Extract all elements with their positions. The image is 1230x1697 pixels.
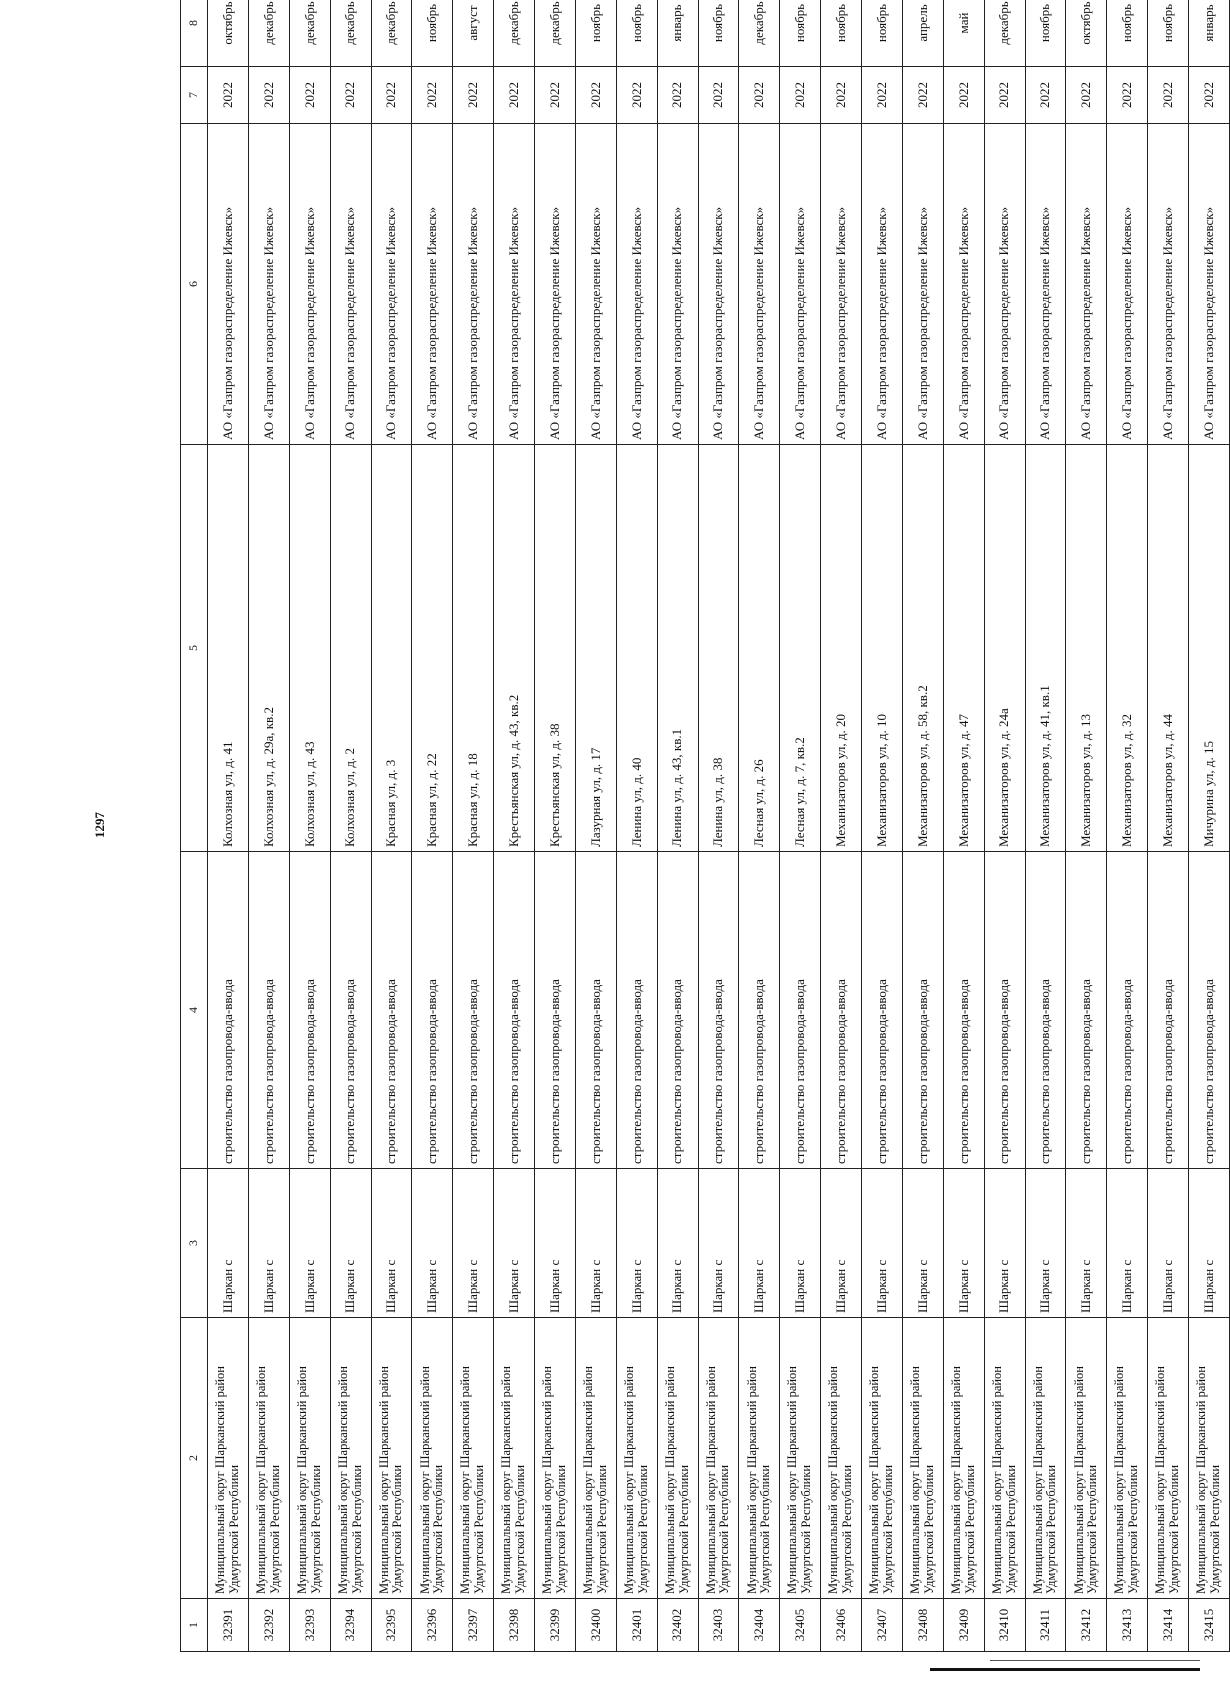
settlement-cell: Шаркан с: [616, 1169, 657, 1318]
row-number-cell: 32391: [208, 1599, 249, 1652]
row-number-cell: 32404: [739, 1599, 780, 1652]
scan-edge-line: [990, 1660, 1200, 1661]
table-row: [289, 0, 330, 1652]
page-number: 1297: [92, 812, 107, 838]
table-row: [575, 0, 616, 1652]
settlement-cell: Шаркан с: [208, 1169, 249, 1318]
organization-cell: АО «Газпром газораспределение Ижевск»: [248, 124, 289, 445]
month-cell: декабрь: [494, 0, 535, 67]
settlement-cell: Шаркан с: [1066, 1169, 1107, 1318]
settlement-cell: Шаркан с: [575, 1169, 616, 1318]
municipality-cell: Муниципальный округ Шарканский район Удмуртской Республики: [330, 1318, 371, 1599]
municipality-cell: Муниципальный округ Шарканский район Удмуртской Республики: [780, 1318, 821, 1599]
column-header: 5: [181, 445, 208, 852]
municipality-cell: Муниципальный округ Шарканский район Удмуртской Республики: [1189, 1318, 1230, 1599]
year-cell: 2022: [535, 67, 576, 124]
municipality-cell: Муниципальный округ Шарканский район Удмуртской Республики: [535, 1318, 576, 1599]
table-row: [535, 0, 576, 1652]
month-cell: ноябрь: [616, 0, 657, 67]
municipality-cell: Муниципальный округ Шарканский район Удмуртской Республики: [289, 1318, 330, 1599]
month-cell: ноябрь: [698, 0, 739, 67]
row-number-cell: 32408: [902, 1599, 943, 1652]
work-type-cell: строительство газопровода-ввода: [821, 852, 862, 1169]
organization-cell: АО «Газпром газораспределение Ижевск»: [739, 124, 780, 445]
table-row: [330, 0, 371, 1652]
work-type-cell: строительство газопровода-ввода: [862, 852, 903, 1169]
work-type-cell: строительство газопровода-ввода: [248, 852, 289, 1169]
settlement-cell: Шаркан с: [1148, 1169, 1189, 1318]
table-row: [412, 0, 453, 1652]
address-cell: Колхозная ул, д. 41: [208, 445, 249, 852]
organization-cell: АО «Газпром газораспределение Ижевск»: [535, 124, 576, 445]
address-cell: Крестьянская ул, д. 38: [535, 445, 576, 852]
table-header-row: [181, 0, 208, 1652]
municipality-cell: Муниципальный округ Шарканский район Удмуртской Республики: [1066, 1318, 1107, 1599]
municipality-cell: Муниципальный округ Шарканский район Удмуртской Республики: [494, 1318, 535, 1599]
organization-cell: АО «Газпром газораспределение Ижевск»: [575, 124, 616, 445]
address-cell: Ленина ул, д. 40: [616, 445, 657, 852]
address-cell: Механизаторов ул, д. 47: [943, 445, 984, 852]
address-cell: Механизаторов ул, д. 24а: [984, 445, 1025, 852]
table-row: [1025, 0, 1066, 1652]
municipality-cell: Муниципальный округ Шарканский район Удмуртской Республики: [575, 1318, 616, 1599]
organization-cell: АО «Газпром газораспределение Ижевск»: [1189, 124, 1230, 445]
work-type-cell: строительство газопровода-ввода: [289, 852, 330, 1169]
table-row: [616, 0, 657, 1652]
work-type-cell: строительство газопровода-ввода: [412, 852, 453, 1169]
table-row: [821, 0, 862, 1652]
year-cell: 2022: [575, 67, 616, 124]
municipality-cell: Муниципальный округ Шарканский район Удмуртской Республики: [739, 1318, 780, 1599]
organization-cell: АО «Газпром газораспределение Ижевск»: [902, 124, 943, 445]
table-row: [902, 0, 943, 1652]
row-number-cell: 32393: [289, 1599, 330, 1652]
table-row: [453, 0, 494, 1652]
month-cell: апрель: [902, 0, 943, 67]
work-type-cell: строительство газопровода-ввода: [494, 852, 535, 1169]
organization-cell: АО «Газпром газораспределение Ижевск»: [698, 124, 739, 445]
address-cell: Механизаторов ул, д. 13: [1066, 445, 1107, 852]
settlement-cell: Шаркан с: [453, 1169, 494, 1318]
row-number-cell: 32400: [575, 1599, 616, 1652]
settlement-cell: Шаркан с: [412, 1169, 453, 1318]
address-cell: Крестьянская ул, д. 43, кв.2: [494, 445, 535, 852]
table-row: [208, 0, 249, 1652]
row-number-cell: 32399: [535, 1599, 576, 1652]
municipality-cell: Муниципальный округ Шарканский район Удмуртской Республики: [943, 1318, 984, 1599]
month-cell: ноябрь: [575, 0, 616, 67]
row-number-cell: 32412: [1066, 1599, 1107, 1652]
municipality-cell: Муниципальный округ Шарканский район Удмуртской Республики: [1025, 1318, 1066, 1599]
month-cell: январь: [657, 0, 698, 67]
work-type-cell: строительство газопровода-ввода: [902, 852, 943, 1169]
row-number-cell: 32405: [780, 1599, 821, 1652]
address-cell: Колхозная ул, д. 43: [289, 445, 330, 852]
year-cell: 2022: [862, 67, 903, 124]
work-type-cell: строительство газопровода-ввода: [575, 852, 616, 1169]
settlement-cell: Шаркан с: [902, 1169, 943, 1318]
year-cell: 2022: [412, 67, 453, 124]
table-row: [1189, 0, 1230, 1652]
column-header: 1: [181, 1599, 208, 1652]
organization-cell: АО «Газпром газораспределение Ижевск»: [1066, 124, 1107, 445]
settlement-cell: Шаркан с: [657, 1169, 698, 1318]
month-cell: декабрь: [984, 0, 1025, 67]
municipality-cell: Муниципальный округ Шарканский район Удмуртской Республики: [984, 1318, 1025, 1599]
month-cell: май: [943, 0, 984, 67]
work-type-cell: строительство газопровода-ввода: [535, 852, 576, 1169]
work-type-cell: строительство газопровода-ввода: [616, 852, 657, 1169]
registry-table-container: [180, 1, 1230, 1652]
year-cell: 2022: [1066, 67, 1107, 124]
row-number-cell: 32403: [698, 1599, 739, 1652]
settlement-cell: Шаркан с: [1189, 1169, 1230, 1318]
organization-cell: АО «Газпром газораспределение Ижевск»: [208, 124, 249, 445]
year-cell: 2022: [821, 67, 862, 124]
organization-cell: АО «Газпром газораспределение Ижевск»: [371, 124, 412, 445]
municipality-cell: Муниципальный округ Шарканский район Удмуртской Республики: [412, 1318, 453, 1599]
address-cell: Колхозная ул, д. 2: [330, 445, 371, 852]
settlement-cell: Шаркан с: [248, 1169, 289, 1318]
address-cell: Лесная ул, д. 26: [739, 445, 780, 852]
table-row: [984, 0, 1025, 1652]
work-type-cell: строительство газопровода-ввода: [1189, 852, 1230, 1169]
row-number-cell: 32410: [984, 1599, 1025, 1652]
work-type-cell: строительство газопровода-ввода: [371, 852, 412, 1169]
row-number-cell: 32395: [371, 1599, 412, 1652]
row-number-cell: 32406: [821, 1599, 862, 1652]
settlement-cell: Шаркан с: [984, 1169, 1025, 1318]
settlement-cell: Шаркан с: [1107, 1169, 1148, 1318]
work-type-cell: строительство газопровода-ввода: [1148, 852, 1189, 1169]
row-number-cell: 32402: [657, 1599, 698, 1652]
organization-cell: АО «Газпром газораспределение Ижевск»: [494, 124, 535, 445]
month-cell: декабрь: [535, 0, 576, 67]
table-row: [698, 0, 739, 1652]
row-number-cell: 32392: [248, 1599, 289, 1652]
work-type-cell: строительство газопровода-ввода: [453, 852, 494, 1169]
row-number-cell: 32396: [412, 1599, 453, 1652]
organization-cell: АО «Газпром газораспределение Ижевск»: [1025, 124, 1066, 445]
table-row: [862, 0, 903, 1652]
year-cell: 2022: [289, 67, 330, 124]
settlement-cell: Шаркан с: [821, 1169, 862, 1318]
address-cell: Ленина ул, д. 38: [698, 445, 739, 852]
settlement-cell: Шаркан с: [1025, 1169, 1066, 1318]
table-body: [208, 0, 1230, 1652]
municipality-cell: Муниципальный округ Шарканский район Удмуртской Республики: [371, 1318, 412, 1599]
municipality-cell: Муниципальный округ Шарканский район Удмуртской Республики: [862, 1318, 903, 1599]
address-cell: Мичурина ул, д. 15: [1189, 445, 1230, 852]
row-number-cell: 32397: [453, 1599, 494, 1652]
organization-cell: АО «Газпром газораспределение Ижевск»: [943, 124, 984, 445]
month-cell: октябрь: [208, 0, 249, 67]
organization-cell: АО «Газпром газораспределение Ижевск»: [821, 124, 862, 445]
address-cell: Механизаторов ул, д. 32: [1107, 445, 1148, 852]
year-cell: 2022: [1189, 67, 1230, 124]
address-cell: Ленина ул, д. 43, кв.1: [657, 445, 698, 852]
settlement-cell: Шаркан с: [943, 1169, 984, 1318]
month-cell: ноябрь: [1148, 0, 1189, 67]
organization-cell: АО «Газпром газораспределение Ижевск»: [984, 124, 1025, 445]
year-cell: 2022: [616, 67, 657, 124]
work-type-cell: строительство газопровода-ввода: [943, 852, 984, 1169]
month-cell: декабрь: [739, 0, 780, 67]
municipality-cell: Муниципальный округ Шарканский район Удмуртской Республики: [698, 1318, 739, 1599]
municipality-cell: Муниципальный округ Шарканский район Удмуртской Республики: [453, 1318, 494, 1599]
address-cell: Колхозная ул, д. 29а, кв.2: [248, 445, 289, 852]
municipality-cell: Муниципальный округ Шарканский район Удмуртской Республики: [208, 1318, 249, 1599]
table-row: [657, 0, 698, 1652]
registry-table: [180, 0, 1230, 1652]
organization-cell: АО «Газпром газораспределение Ижевск»: [657, 124, 698, 445]
table-row: [739, 0, 780, 1652]
table-row: [371, 0, 412, 1652]
settlement-cell: Шаркан с: [494, 1169, 535, 1318]
organization-cell: АО «Газпром газораспределение Ижевск»: [780, 124, 821, 445]
table-row: [780, 0, 821, 1652]
month-cell: ноябрь: [1107, 0, 1148, 67]
month-cell: ноябрь: [1025, 0, 1066, 67]
year-cell: 2022: [657, 67, 698, 124]
settlement-cell: Шаркан с: [739, 1169, 780, 1318]
year-cell: 2022: [780, 67, 821, 124]
organization-cell: АО «Газпром газораспределение Ижевск»: [412, 124, 453, 445]
row-number-cell: 32414: [1148, 1599, 1189, 1652]
column-header: 8: [181, 0, 208, 67]
table-row: [1148, 0, 1189, 1652]
work-type-cell: строительство газопровода-ввода: [739, 852, 780, 1169]
address-cell: Красная ул, д. 3: [371, 445, 412, 852]
work-type-cell: строительство газопровода-ввода: [657, 852, 698, 1169]
municipality-cell: Муниципальный округ Шарканский район Удмуртской Республики: [657, 1318, 698, 1599]
work-type-cell: строительство газопровода-ввода: [330, 852, 371, 1169]
address-cell: Лесная ул, д. 7, кв.2: [780, 445, 821, 852]
row-number-cell: 32401: [616, 1599, 657, 1652]
row-number-cell: 32407: [862, 1599, 903, 1652]
table-row: [1107, 0, 1148, 1652]
month-cell: ноябрь: [412, 0, 453, 67]
month-cell: январь: [1189, 0, 1230, 67]
year-cell: 2022: [453, 67, 494, 124]
month-cell: август: [453, 0, 494, 67]
month-cell: декабрь: [289, 0, 330, 67]
address-cell: Механизаторов ул, д. 44: [1148, 445, 1189, 852]
organization-cell: АО «Газпром газораспределение Ижевск»: [330, 124, 371, 445]
work-type-cell: строительство газопровода-ввода: [1066, 852, 1107, 1169]
month-cell: октябрь: [1066, 0, 1107, 67]
table-row: [494, 0, 535, 1652]
address-cell: Механизаторов ул, д. 20: [821, 445, 862, 852]
organization-cell: АО «Газпром газораспределение Ижевск»: [289, 124, 330, 445]
year-cell: 2022: [739, 67, 780, 124]
column-header: 2: [181, 1318, 208, 1599]
column-header: 7: [181, 67, 208, 124]
row-number-cell: 32411: [1025, 1599, 1066, 1652]
settlement-cell: Шаркан с: [371, 1169, 412, 1318]
settlement-cell: Шаркан с: [330, 1169, 371, 1318]
year-cell: 2022: [1107, 67, 1148, 124]
municipality-cell: Муниципальный округ Шарканский район Удмуртской Республики: [1107, 1318, 1148, 1599]
row-number-cell: 32413: [1107, 1599, 1148, 1652]
settlement-cell: Шаркан с: [862, 1169, 903, 1318]
month-cell: декабрь: [330, 0, 371, 67]
municipality-cell: Муниципальный округ Шарканский район Удмуртской Республики: [248, 1318, 289, 1599]
month-cell: декабрь: [248, 0, 289, 67]
settlement-cell: Шаркан с: [698, 1169, 739, 1318]
year-cell: 2022: [208, 67, 249, 124]
row-number-cell: 32394: [330, 1599, 371, 1652]
organization-cell: АО «Газпром газораспределение Ижевск»: [1148, 124, 1189, 445]
row-number-cell: 32415: [1189, 1599, 1230, 1652]
month-cell: ноябрь: [821, 0, 862, 67]
work-type-cell: строительство газопровода-ввода: [984, 852, 1025, 1169]
address-cell: Красная ул, д. 22: [412, 445, 453, 852]
work-type-cell: строительство газопровода-ввода: [1025, 852, 1066, 1169]
organization-cell: АО «Газпром газораспределение Ижевск»: [1107, 124, 1148, 445]
year-cell: 2022: [902, 67, 943, 124]
table-row: [248, 0, 289, 1652]
row-number-cell: 32398: [494, 1599, 535, 1652]
address-cell: Механизаторов ул, д. 10: [862, 445, 903, 852]
year-cell: 2022: [698, 67, 739, 124]
work-type-cell: строительство газопровода-ввода: [698, 852, 739, 1169]
work-type-cell: строительство газопровода-ввода: [208, 852, 249, 1169]
municipality-cell: Муниципальный округ Шарканский район Удмуртской Республики: [902, 1318, 943, 1599]
year-cell: 2022: [248, 67, 289, 124]
year-cell: 2022: [494, 67, 535, 124]
organization-cell: АО «Газпром газораспределение Ижевск»: [453, 124, 494, 445]
column-header: 4: [181, 852, 208, 1169]
table-row: [943, 0, 984, 1652]
scan-edge-bar: [930, 1668, 1200, 1671]
organization-cell: АО «Газпром газораспределение Ижевск»: [616, 124, 657, 445]
year-cell: 2022: [330, 67, 371, 124]
month-cell: декабрь: [371, 0, 412, 67]
table-row: [1066, 0, 1107, 1652]
column-header: 6: [181, 124, 208, 445]
address-cell: Механизаторов ул, д. 58, кв.2: [902, 445, 943, 852]
work-type-cell: строительство газопровода-ввода: [780, 852, 821, 1169]
address-cell: Механизаторов ул, д. 41, кв.1: [1025, 445, 1066, 852]
year-cell: 2022: [371, 67, 412, 124]
address-cell: Лазурная ул, д. 17: [575, 445, 616, 852]
year-cell: 2022: [984, 67, 1025, 124]
municipality-cell: Муниципальный округ Шарканский район Удмуртской Республики: [821, 1318, 862, 1599]
column-header: 3: [181, 1169, 208, 1318]
municipality-cell: Муниципальный округ Шарканский район Удмуртской Республики: [1148, 1318, 1189, 1599]
settlement-cell: Шаркан с: [289, 1169, 330, 1318]
year-cell: 2022: [1148, 67, 1189, 124]
year-cell: 2022: [943, 67, 984, 124]
settlement-cell: Шаркан с: [780, 1169, 821, 1318]
municipality-cell: Муниципальный округ Шарканский район Удмуртской Республики: [616, 1318, 657, 1599]
address-cell: Красная ул, д. 18: [453, 445, 494, 852]
month-cell: ноябрь: [862, 0, 903, 67]
organization-cell: АО «Газпром газораспределение Ижевск»: [862, 124, 903, 445]
row-number-cell: 32409: [943, 1599, 984, 1652]
work-type-cell: строительство газопровода-ввода: [1107, 852, 1148, 1169]
month-cell: ноябрь: [780, 0, 821, 67]
settlement-cell: Шаркан с: [535, 1169, 576, 1318]
year-cell: 2022: [1025, 67, 1066, 124]
